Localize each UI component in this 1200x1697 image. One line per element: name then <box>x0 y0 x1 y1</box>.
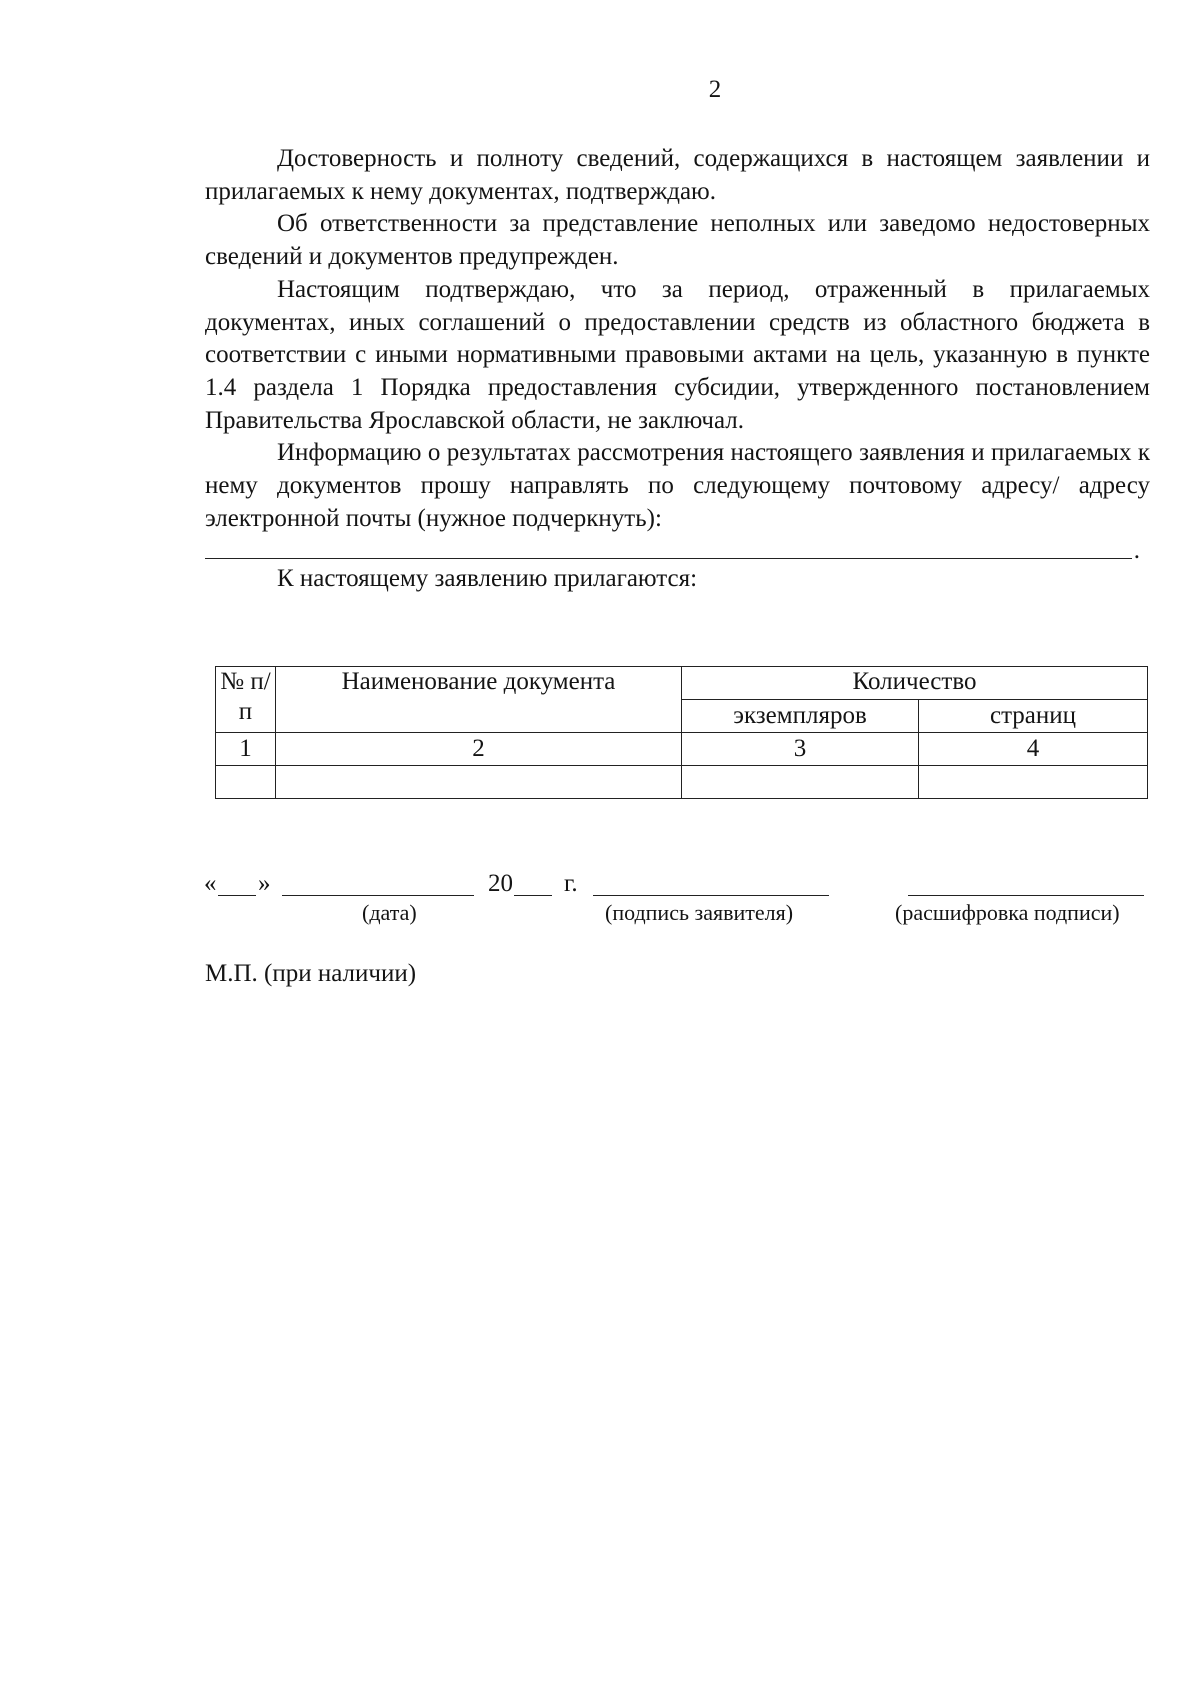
table-row <box>216 766 1148 799</box>
column-numbers-row <box>216 733 1148 766</box>
column-number: 1 <box>216 733 276 766</box>
table-cell[interactable] <box>216 766 276 799</box>
paragraph-reliability: Достоверность и полноту сведений, содержащихся в настоящем заявлении и прилагаемых к нему документах, подтверждаю. <box>205 145 1150 205</box>
header-number: № п/п <box>216 667 276 733</box>
column-number: 2 <box>276 733 682 766</box>
year-prefix: 20 <box>488 870 513 897</box>
column-number: 4 <box>919 733 1148 766</box>
table-cell[interactable] <box>276 766 682 799</box>
address-line-end: . <box>1133 537 1140 565</box>
paragraph-responsibility: Об ответственности за представление неполных или заведомо недостоверных сведений и документов предупрежден. <box>205 210 1150 271</box>
attachments-table <box>215 666 1148 799</box>
month-blank[interactable] <box>282 895 474 896</box>
header-copies: экземпляров <box>682 700 919 733</box>
page-number: 2 <box>708 76 722 103</box>
signature-block <box>200 870 1150 930</box>
address-underline <box>205 558 1132 559</box>
year-blank[interactable] <box>514 895 552 896</box>
year-suffix: г. <box>564 870 578 897</box>
column-number: 3 <box>682 733 919 766</box>
address-blank-line[interactable] <box>205 537 1150 563</box>
signature-blank[interactable] <box>593 895 829 896</box>
body-text <box>205 143 1150 596</box>
table-cell[interactable] <box>919 766 1148 799</box>
paragraph-confirmation: Настоящим подтверждаю, что за период, отраженный в прилагаемых документах, иных соглашений о предоставлении средств из областного бюджета в соответствии с иными нормативными правовыми актами на цель, указанную в пункте 1.4 раздела 1 Порядка предоставления субсидии, утвержденного постановлением Правительства Ярославской области, не заключал. <box>205 275 1150 434</box>
date-quote-open: « <box>204 870 217 897</box>
header-pages: страниц <box>919 700 1148 733</box>
table-cell[interactable] <box>682 766 919 799</box>
date-caption: (дата) <box>362 900 417 925</box>
signature-caption: (подпись заявителя) <box>605 900 794 925</box>
decryption-blank[interactable] <box>908 895 1144 896</box>
decryption-caption: (расшифровка подписи) <box>895 900 1120 925</box>
date-quote-close: » <box>258 870 271 897</box>
header-document-name: Наименование документа <box>276 667 682 733</box>
paragraph-information: Информацию о результатах рассмотрения настоящего заявления и прилагаемых к нему документов прошу направлять по следующему почтовому адресу/ адресу электронной почты (нужное подчеркнуть): <box>205 439 1150 532</box>
header-quantity: Количество <box>682 667 1148 700</box>
stamp-note: М.П. (при наличии) <box>205 960 417 987</box>
day-blank[interactable] <box>218 895 256 896</box>
attachments-intro: К настоящему заявлению прилагаются: <box>277 565 698 593</box>
